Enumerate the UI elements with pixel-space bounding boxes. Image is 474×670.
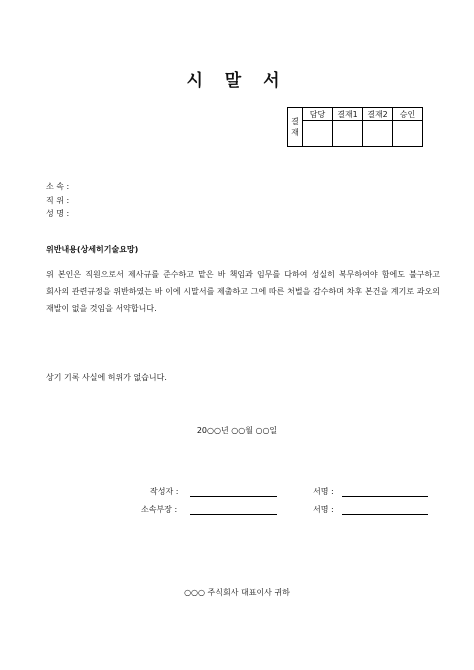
affiliation-label: 소 속 :: [46, 182, 70, 191]
approval-sign-cell-final: [393, 121, 423, 147]
document-date: 20○○년 ○○월 ○○일: [196, 426, 278, 435]
writer-line: [190, 496, 277, 497]
writer-label: 작성자 :: [150, 487, 179, 496]
manager-line: [190, 514, 277, 515]
writer-sign-line: [342, 496, 428, 497]
writer-sign-label: 서명 :: [313, 487, 334, 496]
manager-label: 소속부장 :: [141, 505, 178, 514]
approval-side-label-2: 재: [291, 128, 299, 137]
pledge-body-text: 위 본인은 직원으로서 제사규를 준수하고 맡은 바 책임과 임무를 다하여 성실히 복무하여야 함에도 불구하고 회사의 관련규정을 위반하였는 바 이에 시말서를 제출하고 그에 따른 처벌을 감수하며 차후 본건을 계기로 과오의 재발이 없을 것임을 서약합니다.: [46, 270, 440, 313]
approval-table: [287, 107, 423, 147]
name-label: 성 명 :: [46, 209, 70, 218]
violation-section-title: 위반내용(상세히기술요망): [46, 245, 139, 254]
approval-sign-cell-staff: [303, 121, 333, 147]
manager-sign-line: [342, 514, 428, 515]
approval-header-final: 승인: [393, 108, 423, 121]
position-label: 직 위 :: [46, 196, 70, 205]
approval-header-staff: 담당: [303, 108, 333, 121]
approval-sign-cell-approver1: [333, 121, 363, 147]
truth-statement: 상기 기록 사실에 허위가 없습니다.: [46, 373, 167, 382]
manager-sign-label: 서명 :: [313, 505, 334, 514]
recipient-footer: ○○○ 주식회사 대표이사 귀하: [184, 588, 290, 597]
approval-sign-cell-approver2: [363, 121, 393, 147]
approval-side-label: [288, 108, 303, 147]
approval-header-approver2: 결재2: [363, 108, 393, 121]
approval-side-label-1: 결: [291, 117, 299, 126]
document-title: 시 말 서: [186, 71, 288, 91]
approval-header-approver1: 결재1: [333, 108, 363, 121]
